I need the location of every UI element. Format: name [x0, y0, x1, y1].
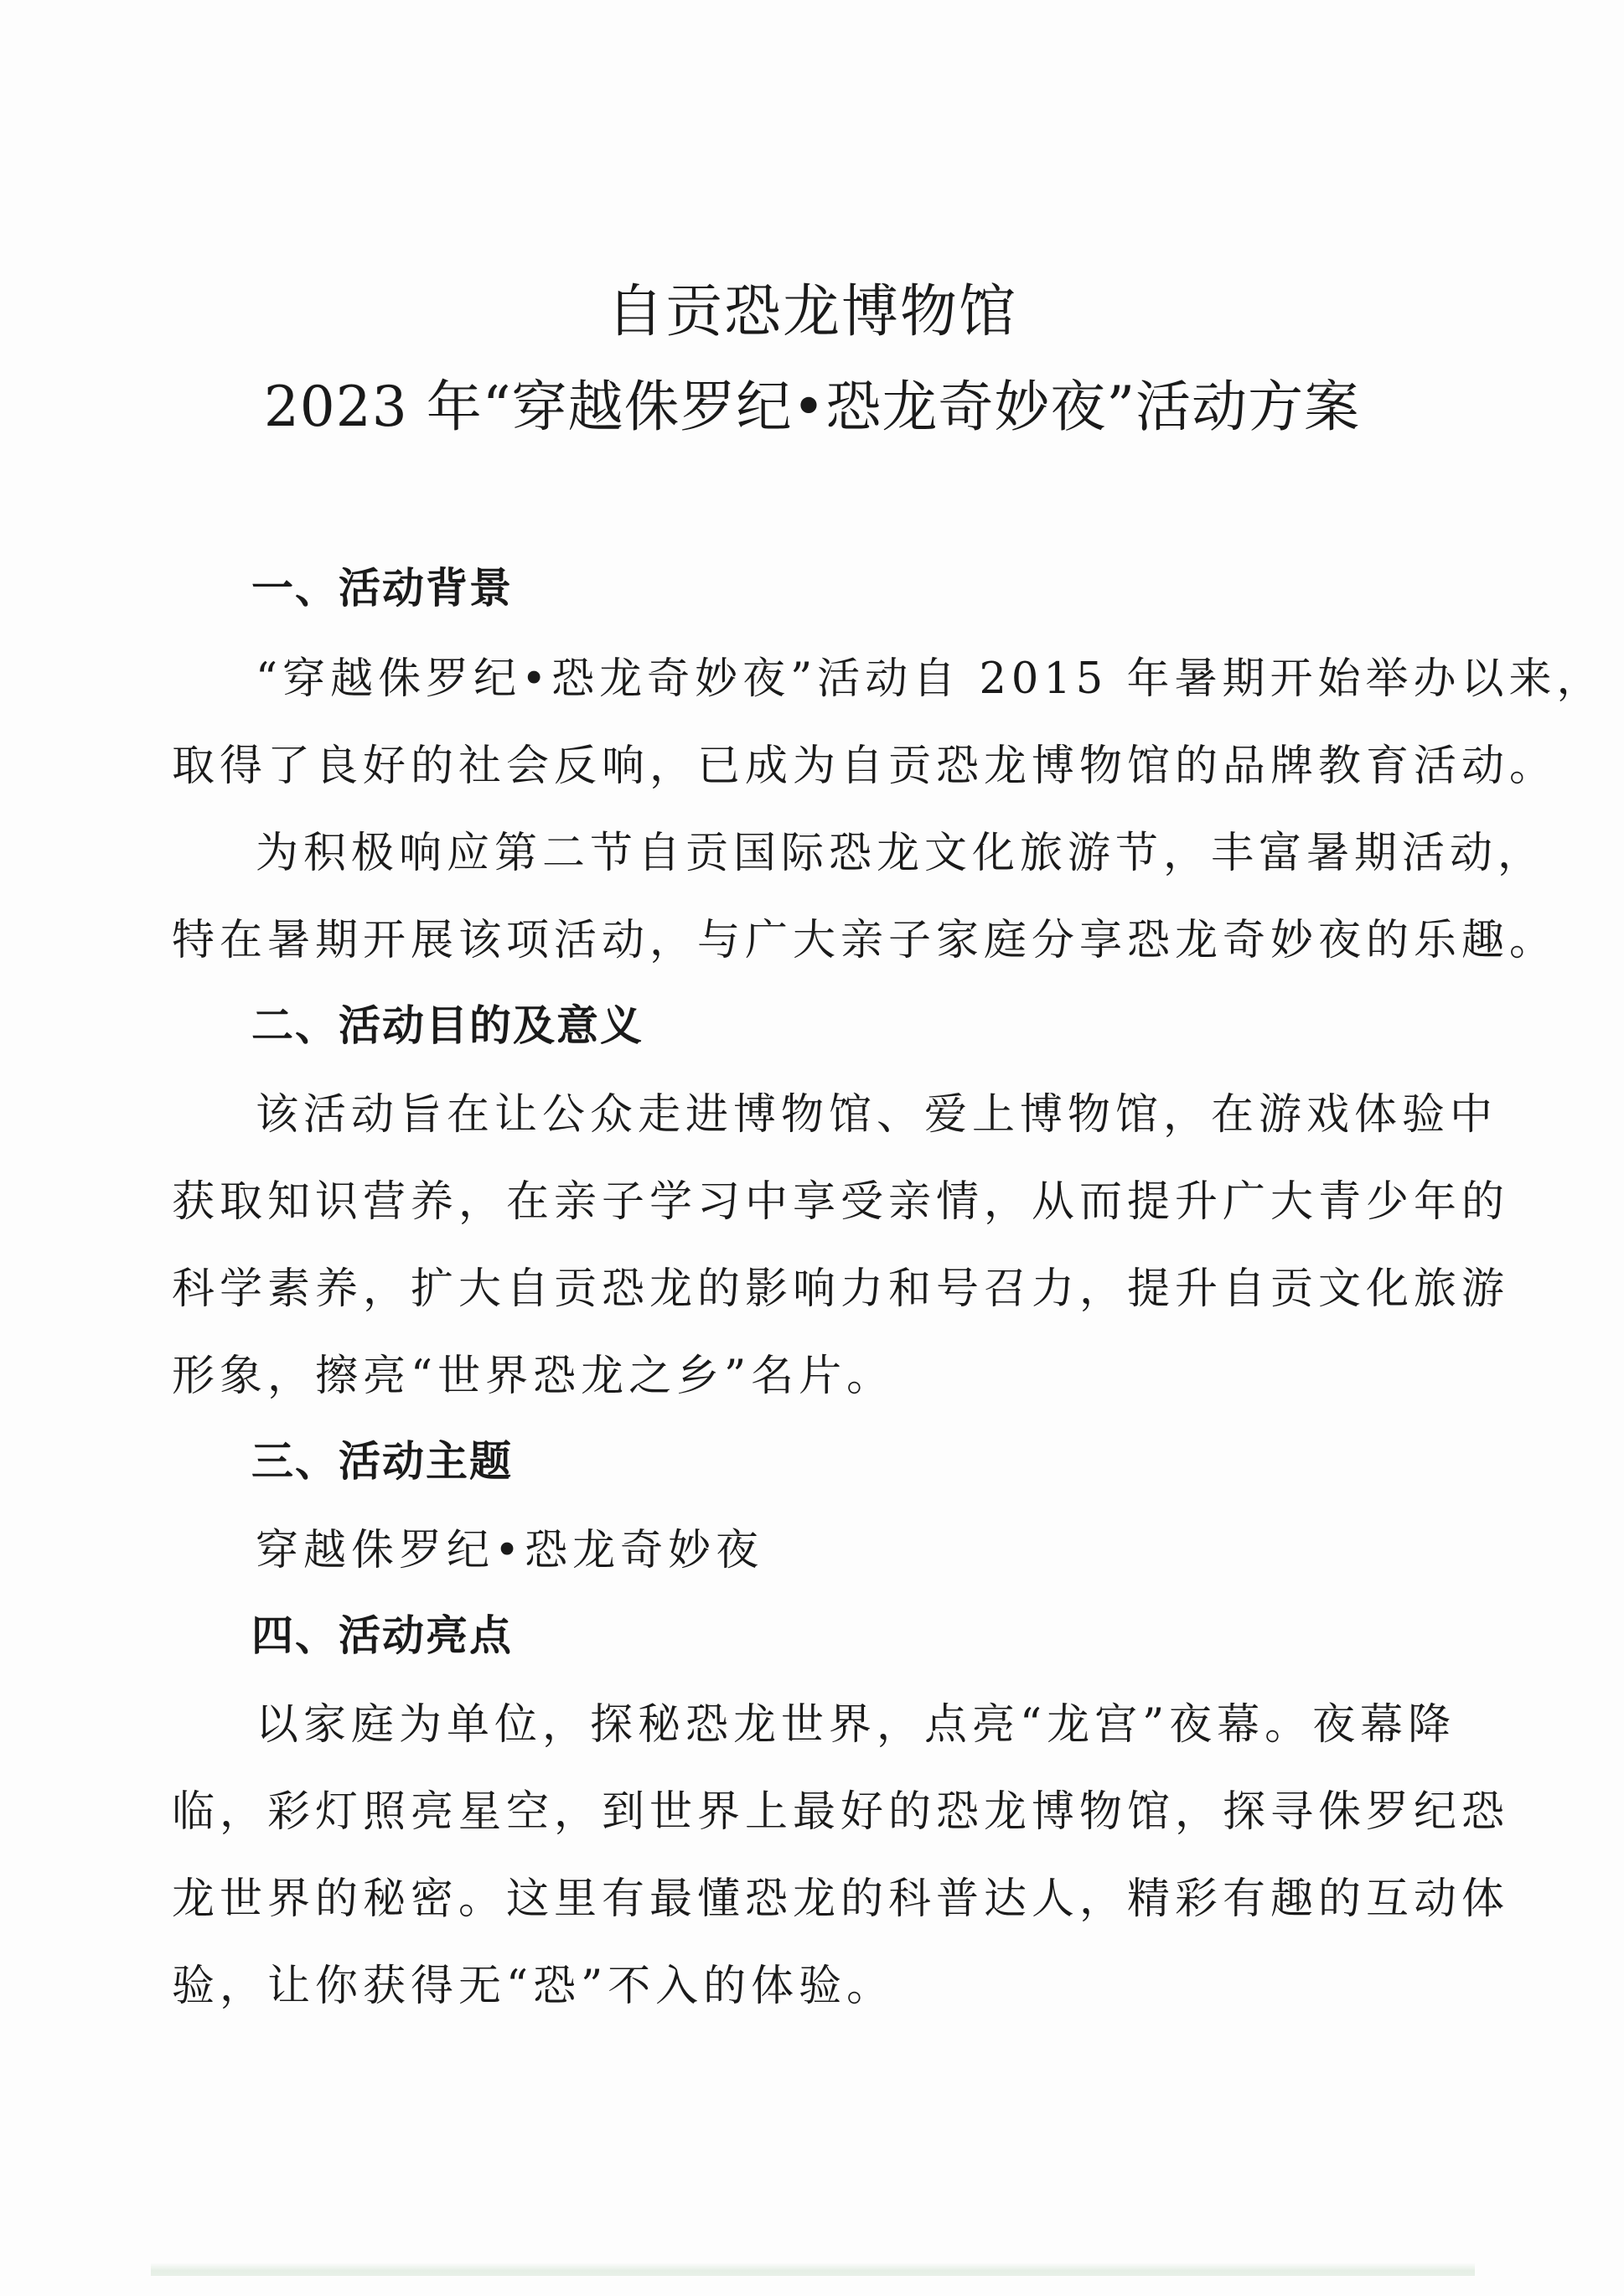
document-title-line2: 2023 年“穿越侏罗纪•恐龙奇妙夜”活动方案 [263, 375, 1361, 439]
section-heading-purpose: 二、活动目的及意义 [251, 1001, 644, 1050]
paragraph-line: 该活动旨在让公众走进博物馆、爱上博物馆，在游戏体验中 [256, 1090, 1498, 1140]
paragraph-line: 获取知识营养，在亲子学习中享受亲情，从而提升广大青少年的 [172, 1177, 1510, 1227]
paragraph-line: 临，彩灯照亮星空，到世界上最好的恐龙博物馆，探寻侏罗纪恐 [172, 1787, 1510, 1837]
paragraph-line: 验，让你获得无“恐”不入的体验。 [172, 1962, 895, 2011]
paragraph-line: 取得了良好的社会反响，已成为自贡恐龙博物馆的品牌教育活动。 [172, 742, 1558, 791]
paragraph-line: 以家庭为单位，探秘恐龙世界，点亮“龙宫”夜幕。夜幕降 [256, 1700, 1456, 1750]
paragraph-line: 为积极响应第二节自贡国际恐龙文化旅游节，丰富暑期活动， [256, 829, 1546, 878]
section-heading-background: 一、活动背景 [251, 564, 513, 613]
paragraph-line: 龙世界的秘密。这里有最懂恐龙的科普达人，精彩有趣的互动体 [172, 1875, 1510, 1924]
paragraph-line: 穿越侏罗纪•恐龙奇妙夜 [256, 1526, 764, 1575]
document-title-line1: 自贡恐龙博物馆 [606, 279, 1017, 345]
section-heading-highlights: 四、活动亮点 [251, 1611, 513, 1660]
section-heading-theme: 三、活动主题 [251, 1437, 513, 1486]
paragraph-line: 形象，擦亮“世界恐龙之乡”名片。 [172, 1352, 895, 1401]
paragraph-line: “穿越侏罗纪•恐龙奇妙夜”活动自 2015 年暑期开始举办以来， [256, 654, 1605, 704]
paragraph-line: 科学素养，扩大自贡恐龙的影响力和号召力，提升自贡文化旅游 [172, 1264, 1510, 1314]
scan-edge-artifact [151, 2262, 1475, 2276]
paragraph-line: 特在暑期开展该项活动，与广大亲子家庭分享恐龙奇妙夜的乐趣。 [172, 916, 1558, 965]
